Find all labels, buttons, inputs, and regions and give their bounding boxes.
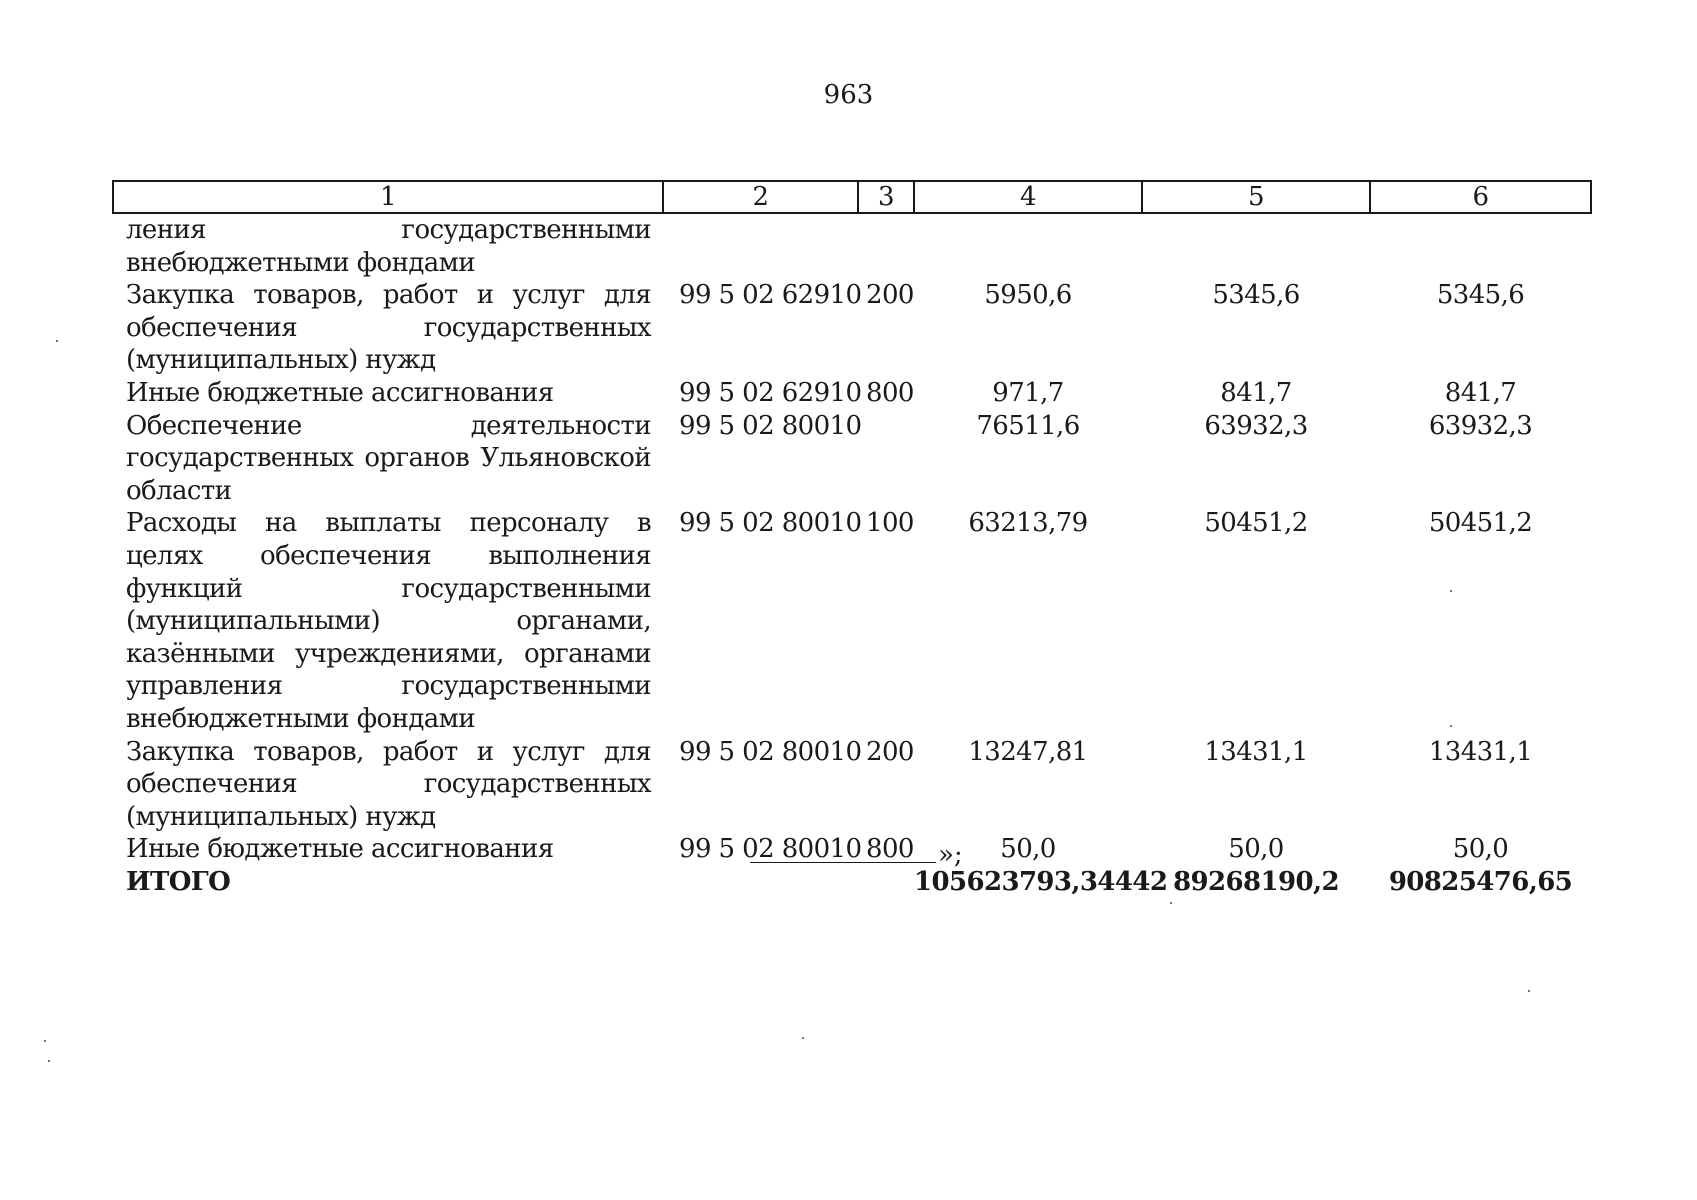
table-row: [113, 377, 1591, 410]
row-value-col4: 971,7: [992, 377, 1064, 408]
row-name: Обеспечение деятельности государственных органов Ульяновской области: [126, 410, 651, 506]
column-header-5: 5: [1142, 181, 1370, 213]
row-value-col6: 50451,2: [1428, 508, 1533, 539]
column-header-6: 6: [1370, 181, 1591, 213]
row-code: 99 5 02 62910: [679, 280, 862, 311]
row-value-col4: [914, 213, 1142, 279]
table-row: [113, 507, 1591, 735]
row-value-col6: 63932,3: [1428, 410, 1533, 441]
row-expense-type: 200: [866, 736, 914, 767]
column-header-2: 2: [663, 181, 858, 213]
row-name: Иные бюджетные ассигнования: [126, 377, 554, 408]
row-value-col5: 841,7: [1220, 377, 1292, 408]
table-row: [113, 279, 1591, 377]
table-row: [113, 736, 1591, 834]
row-value-col4: 63213,79: [968, 508, 1088, 539]
row-expense-type: 200: [866, 280, 914, 311]
row-value-col5: 63932,3: [1204, 410, 1308, 441]
total-row: [113, 866, 1591, 899]
row-value-col5: 50,0: [1228, 834, 1284, 865]
closing-mark: [750, 840, 963, 870]
row-expense-type: 800: [866, 834, 914, 865]
total-value-col4: 105623793,34442: [914, 866, 1168, 897]
row-value-col5: 50451,2: [1204, 508, 1308, 539]
row-value-col4: 13247,81: [968, 736, 1088, 767]
row-code: 99 5 02 80010: [679, 410, 862, 441]
total-label: ИТОГО: [126, 866, 231, 897]
scan-speck: [1170, 902, 1172, 904]
total-value-col5: 89268190,2: [1173, 866, 1339, 897]
scan-speck: [56, 340, 58, 342]
closing-quote: »;: [938, 840, 963, 870]
row-value-col6: 13431,1: [1428, 736, 1533, 767]
column-header-3: 3: [858, 181, 914, 213]
row-expense-type: [858, 213, 914, 279]
row-value-col4: 5950,6: [984, 280, 1072, 311]
row-name: Закупка товаров, работ и услуг для обеспечения государственных (муниципальных) нужд: [126, 736, 651, 832]
row-value-col5: 13431,1: [1204, 736, 1308, 767]
scan-speck: [44, 1040, 46, 1042]
row-name: Расходы на выплаты персоналу в целях обеспечения выполнения функций государственными (муниципальными) органами, казёнными учреждениями, органами управления государственными внебюджетными фондами: [126, 508, 651, 734]
row-value-col5: [1142, 213, 1370, 279]
row-code: 99 5 02 80010: [679, 736, 862, 767]
row-expense-type: 100: [866, 508, 914, 539]
scan-speck: [1528, 990, 1530, 992]
row-value-col4: 76511,6: [976, 410, 1080, 441]
row-name: ления государственными внебюджетными фондами: [126, 215, 651, 278]
total-empty-type: [858, 866, 914, 899]
row-value-col6: [1370, 213, 1591, 279]
budget-table: [112, 180, 1592, 898]
row-code: [663, 213, 858, 279]
row-name: Закупка товаров, работ и услуг для обеспечения государственных (муниципальных) нужд: [126, 280, 651, 376]
row-expense-type: [858, 410, 914, 508]
table-row: [113, 213, 1591, 279]
scan-speck: [802, 1037, 804, 1039]
column-header-4: 4: [914, 181, 1142, 213]
row-code: 99 5 02 80010: [679, 834, 862, 865]
row-expense-type: 800: [866, 377, 914, 408]
row-value-col5: 5345,6: [1212, 280, 1300, 311]
page-number: 963: [823, 80, 874, 110]
scan-speck: [1450, 590, 1452, 592]
column-header-1: 1: [113, 181, 663, 213]
scan-speck: [1450, 725, 1452, 727]
row-value-col6: 50,0: [1452, 834, 1509, 865]
header-row: [113, 181, 1591, 213]
row-code: 99 5 02 80010: [679, 508, 862, 539]
row-name: Иные бюджетные ассигнования: [126, 834, 554, 865]
row-value-col6: 5345,6: [1436, 280, 1525, 311]
total-value-col6: 90825476,65: [1388, 866, 1573, 897]
closing-rule: [750, 862, 936, 863]
table-row: [113, 410, 1591, 508]
row-value-col6: 841,7: [1444, 377, 1517, 408]
row-value-col4: 50,0: [1000, 834, 1056, 865]
row-code: 99 5 02 62910: [679, 377, 862, 408]
total-empty-code: [663, 866, 858, 899]
scan-speck: [48, 1060, 50, 1062]
